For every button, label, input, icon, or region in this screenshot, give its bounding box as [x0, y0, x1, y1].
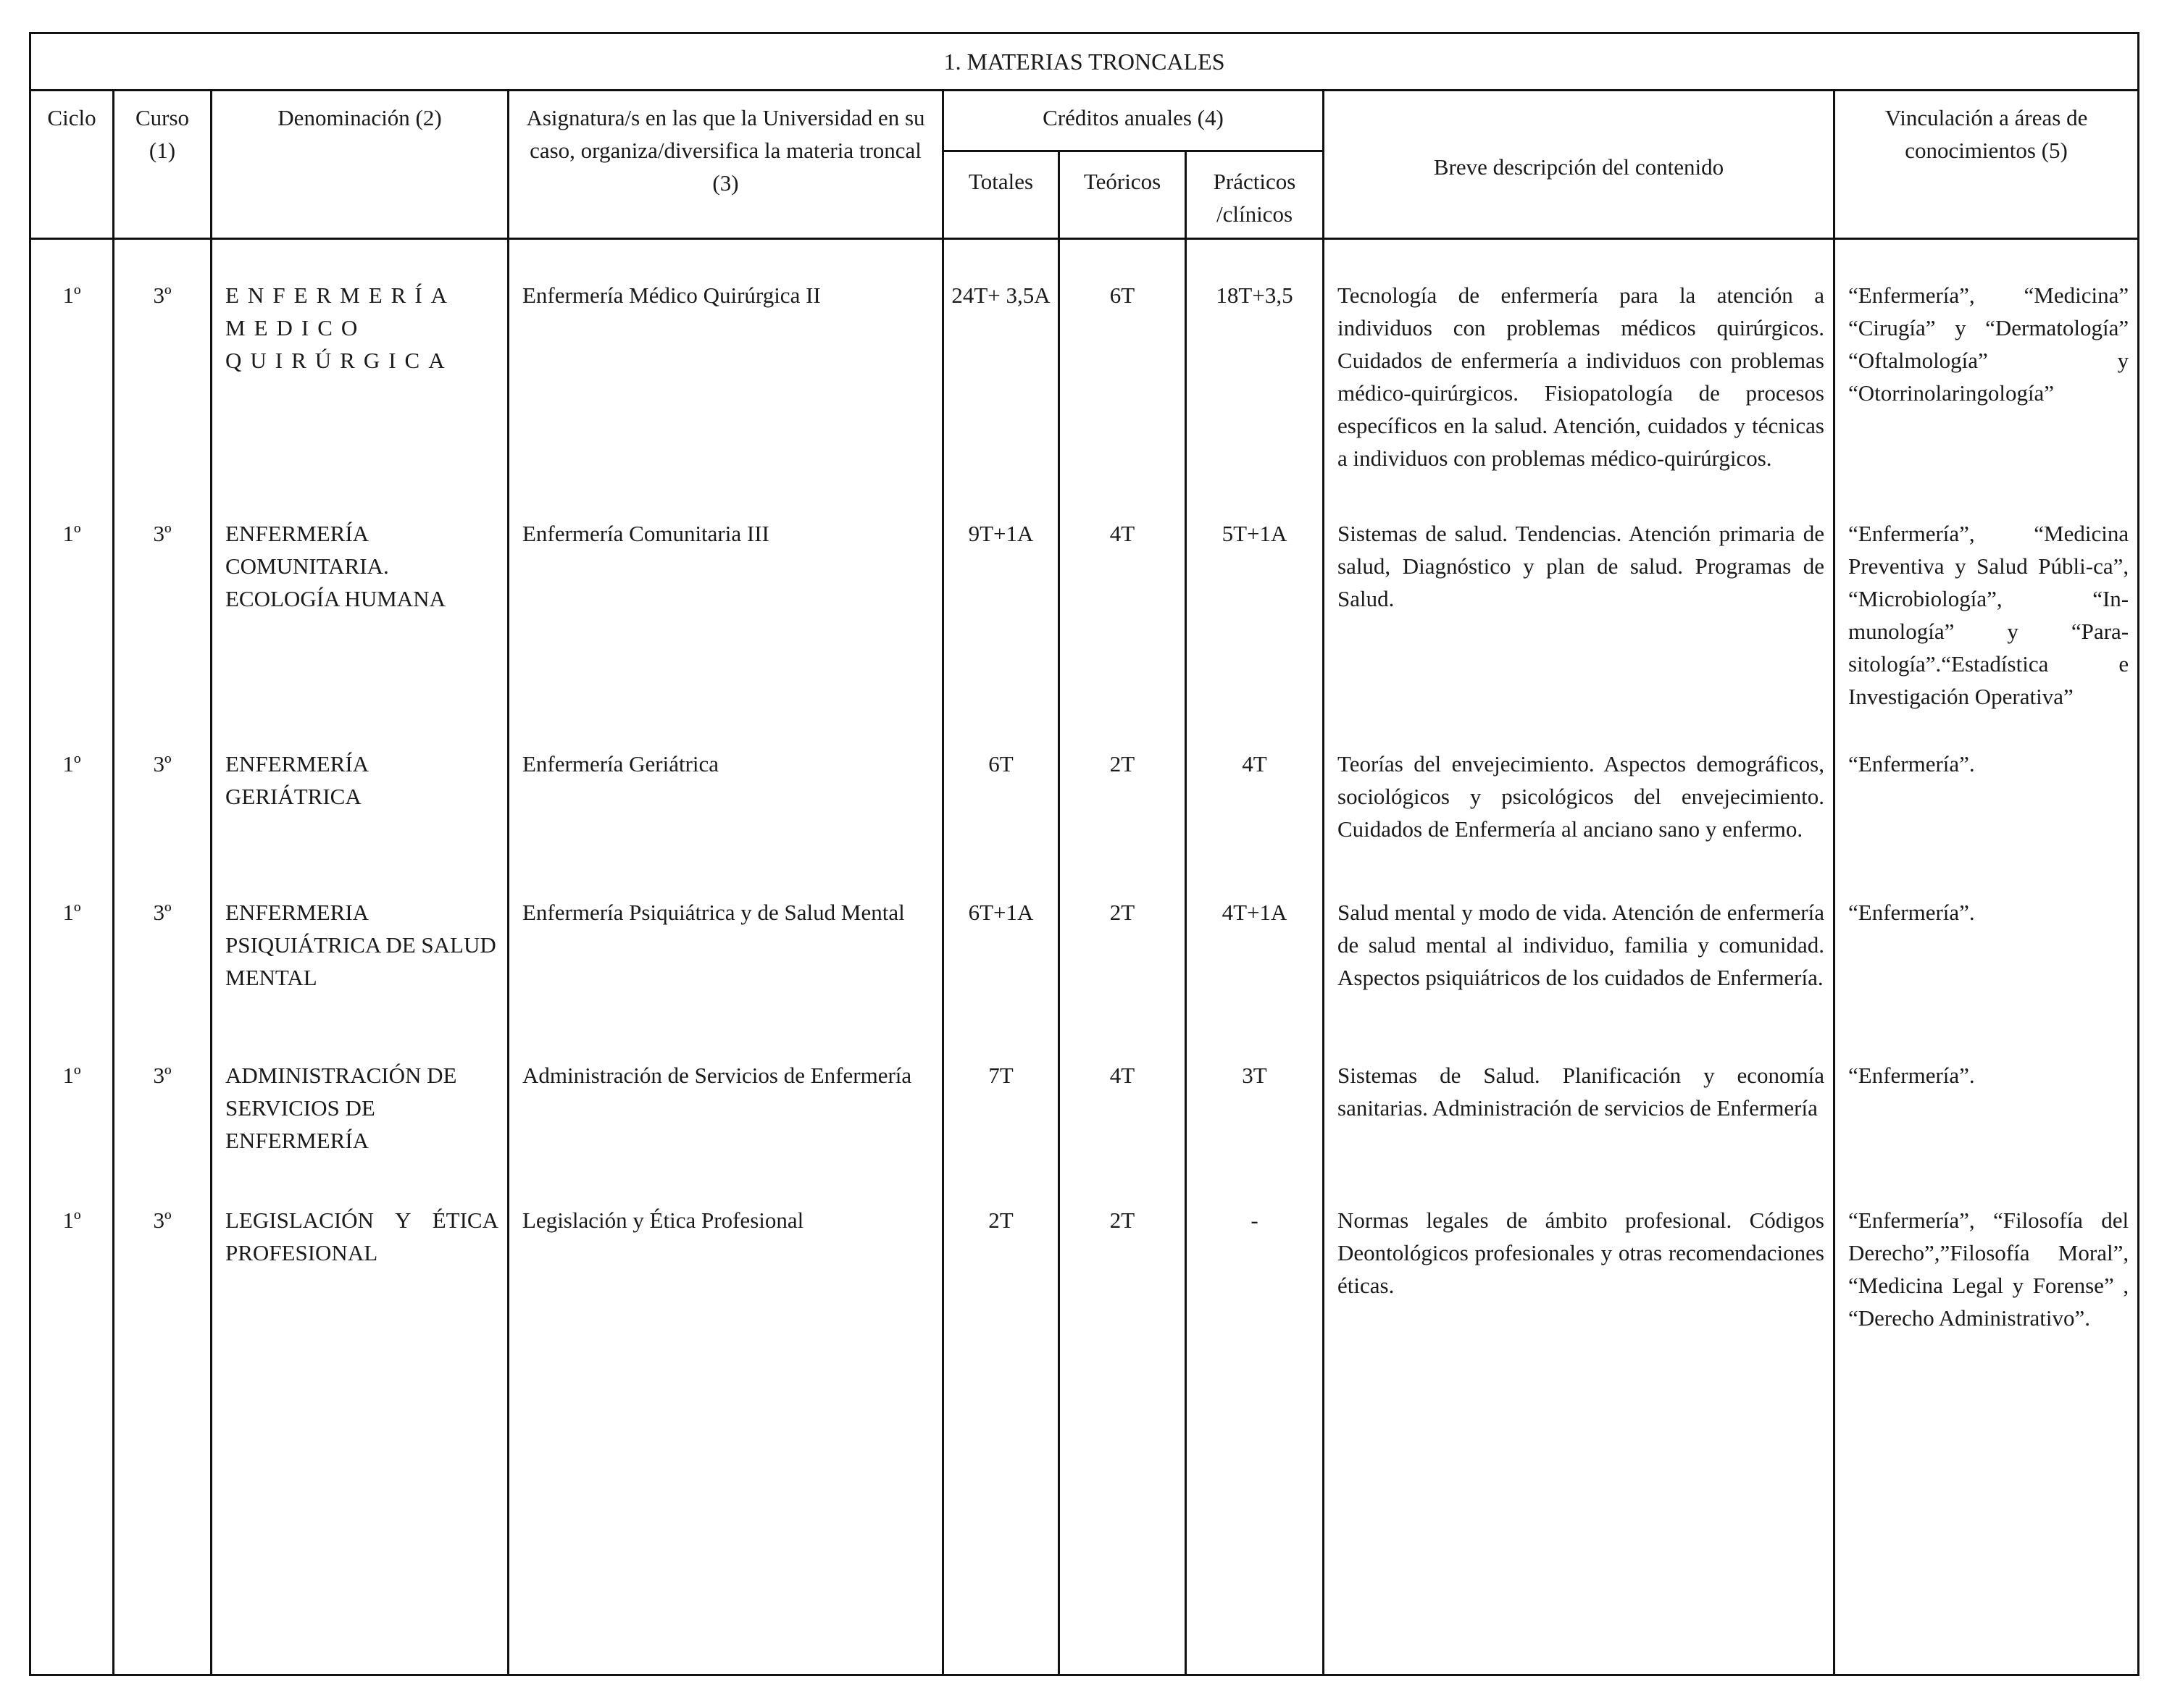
cell-teoricos: 2T [1059, 1186, 1186, 1675]
cell-practicos: 3T [1186, 1042, 1324, 1186]
cell-totales: 2T [943, 1186, 1059, 1675]
cell-descripcion: Normas legales de ámbito profesional. Códigos Deontológicos profesionales y otras recomendaciones éticas. [1324, 1186, 1834, 1675]
cell-asignatura: Enfermería Médico Quirúrgica II [509, 239, 943, 500]
header-denominacion: Denominación (2) [212, 91, 509, 239]
cell-curso: 3º [114, 500, 212, 730]
cell-denominacion: ENFERMERÍA GERIÁTRICA [212, 730, 509, 879]
cell-vinculacion: “Enfermería”. [1834, 1042, 2139, 1186]
cell-practicos: 4T+1A [1186, 879, 1324, 1042]
cell-ciclo: 1º [30, 1042, 114, 1186]
table-row [30, 239, 2139, 500]
cell-totales: 9T+1A [943, 500, 1059, 730]
cell-vinculacion: “Enfermería”, “Medicina Preventiva y Salud Públi-ca”, “Microbiología”, “In-munología” y “Para-sitología”.“Estadística e Investigación Operativa” [1834, 500, 2139, 730]
header-asignatura: Asignatura/s en las que la Universidad en su caso, organiza/diversifica la materia troncal (3) [509, 91, 943, 239]
header-practicos: Prácticos /clínicos [1186, 151, 1324, 239]
cell-totales: 7T [943, 1042, 1059, 1186]
cell-vinculacion: “Enfermería”, “Medicina” “Cirugía” y “Dermatología” “Oftalmología” y “Otorrinolaringología” [1834, 239, 2139, 500]
cell-practicos: 5T+1A [1186, 500, 1324, 730]
cell-practicos: 18T+3,5 [1186, 239, 1324, 500]
table-title: 1. MATERIAS TRONCALES [30, 33, 2139, 91]
cell-teoricos: 4T [1059, 500, 1186, 730]
cell-curso: 3º [114, 879, 212, 1042]
cell-ciclo: 1º [30, 500, 114, 730]
table-row [30, 879, 2139, 1042]
cell-curso: 3º [114, 1186, 212, 1675]
cell-practicos: 4T [1186, 730, 1324, 879]
cell-denominacion: ADMINISTRACIÓN DE SERVICIOS DE ENFERMERÍA [212, 1042, 509, 1186]
cell-ciclo: 1º [30, 730, 114, 879]
cell-descripcion: Sistemas de Salud. Planificación y economía sanitarias. Administración de servicios de Enfermería [1324, 1042, 1834, 1186]
cell-descripcion: Salud mental y modo de vida. Atención de enfermería de salud mental al individuo, familia y comunidad. Aspectos psiquiátricos de los cuidados de Enfermería. [1324, 879, 1834, 1042]
cell-teoricos: 2T [1059, 879, 1186, 1042]
cell-denominacion: ENFERMERIA PSIQUIÁTRICA DE SALUD MENTAL [212, 879, 509, 1042]
cell-vinculacion: “Enfermería”. [1834, 879, 2139, 1042]
cell-ciclo: 1º [30, 879, 114, 1042]
cell-practicos: - [1186, 1186, 1324, 1675]
header-descripcion: Breve descripción del contenido [1324, 91, 1834, 239]
cell-teoricos: 2T [1059, 730, 1186, 879]
header-creditos: Créditos anuales (4) [943, 91, 1324, 151]
cell-asignatura: Administración de Servicios de Enfermería [509, 1042, 943, 1186]
cell-denominacion: LEGISLACIÓN Y ÉTICA PROFESIONAL [212, 1186, 509, 1675]
cell-asignatura: Enfermería Psiquiátrica y de Salud Mental [509, 879, 943, 1042]
cell-vinculacion: “Enfermería”. [1834, 730, 2139, 879]
cell-ciclo: 1º [30, 1186, 114, 1675]
header-ciclo: Ciclo [30, 91, 114, 239]
cell-totales: 6T [943, 730, 1059, 879]
cell-ciclo: 1º [30, 239, 114, 500]
cell-totales: 6T+1A [943, 879, 1059, 1042]
cell-asignatura: Enfermería Comunitaria III [509, 500, 943, 730]
cell-descripcion: Teorías del envejecimiento. Aspectos demográficos, sociológicos y psicológicos del envejecimiento. Cuidados de Enfermería al anciano sano y enfermo. [1324, 730, 1834, 879]
cell-descripcion: Sistemas de salud. Tendencias. Atención primaria de salud, Diagnóstico y plan de salud. Programas de Salud. [1324, 500, 1834, 730]
cell-denominacion: ENFERMERÍA COMUNITARIA. ECOLOGÍA HUMANA [212, 500, 509, 730]
table-row [30, 1042, 2139, 1186]
cell-denominacion: ENFERMERÍA MEDICO QUIRÚRGICA [212, 239, 509, 500]
table-row [30, 730, 2139, 879]
cell-curso: 3º [114, 1042, 212, 1186]
header-totales: Totales [943, 151, 1059, 239]
materias-troncales-table [29, 32, 2139, 1676]
header-curso: Curso (1) [114, 91, 212, 239]
header-teoricos: Teóricos [1059, 151, 1186, 239]
cell-teoricos: 4T [1059, 1042, 1186, 1186]
table-row [30, 500, 2139, 730]
cell-asignatura: Legislación y Ética Profesional [509, 1186, 943, 1675]
cell-teoricos: 6T [1059, 239, 1186, 500]
cell-descripcion: Tecnología de enfermería para la atención a individuos con problemas médicos quirúrgicos. Cuidados de enfermería a individuos con problemas médico-quirúrgicos. Fisiopatología de procesos específicos en la salud. Atención, cuidados y técnicas a individuos con problemas médico-quirúrgicos. [1324, 239, 1834, 500]
table-row [30, 1186, 2139, 1675]
cell-curso: 3º [114, 239, 212, 500]
cell-vinculacion: “Enfermería”, “Filosofía del Derecho”,”Filosofía Moral”, “Medicina Legal y Forense” , “Derecho Administrativo”. [1834, 1186, 2139, 1675]
cell-curso: 3º [114, 730, 212, 879]
header-vinculacion: Vinculación a áreas de conocimientos (5) [1834, 91, 2139, 239]
document-page [29, 32, 2137, 1676]
cell-totales: 24T+ 3,5A [943, 239, 1059, 500]
cell-asignatura: Enfermería Geriátrica [509, 730, 943, 879]
